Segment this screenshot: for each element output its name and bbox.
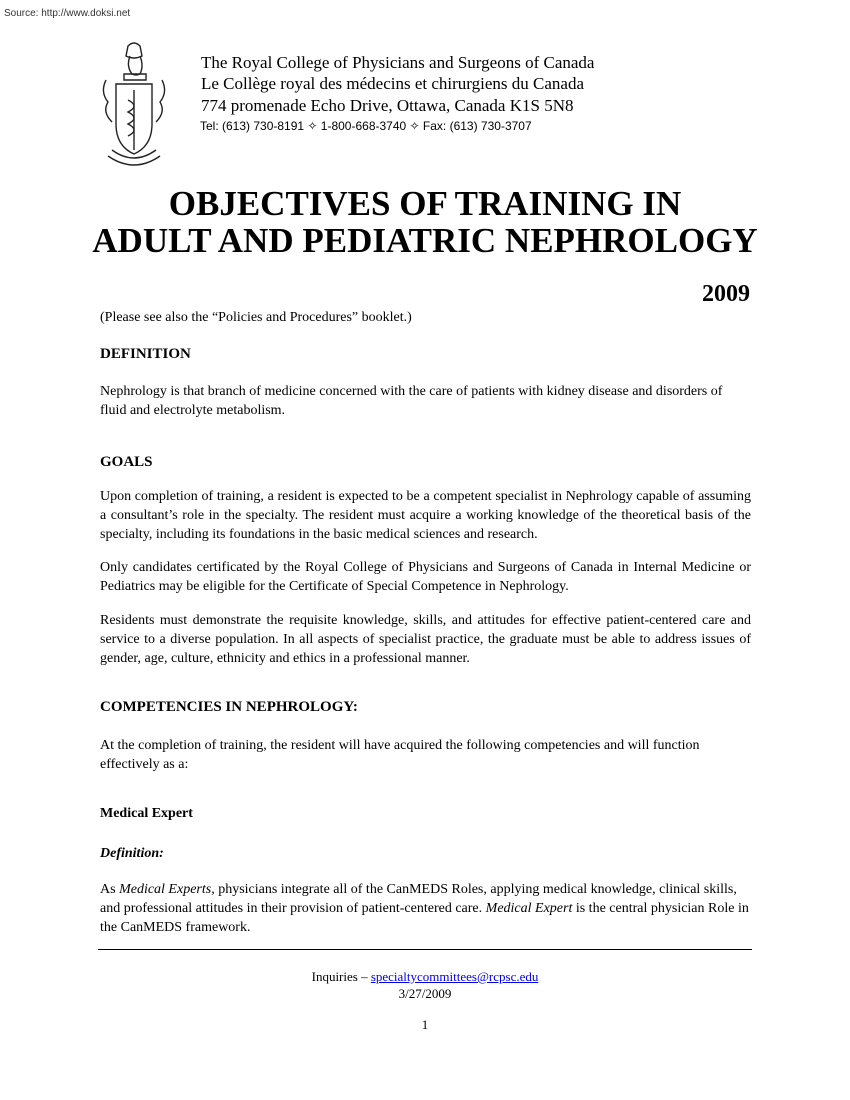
footer-divider	[98, 949, 752, 950]
org-name-english: The Royal College of Physicians and Surgeons of Canada	[201, 53, 595, 72]
footer-date: 3/27/2009	[398, 986, 452, 1001]
medical-expert-heading: Medical Expert	[100, 806, 193, 821]
definition-heading: DEFINITION	[100, 346, 191, 362]
document-year: 2009	[702, 281, 750, 307]
goals-paragraph-3: Residents must demonstrate the requisite knowledge, skills, and attitudes for effective patient-centered care and service to a diverse population. In all aspects of specialist practice, the graduate must be able to address issues of gender, age, culture, ethnicity and ethics in a professional manner.	[100, 613, 751, 666]
document-title-line2: ADULT AND PEDIATRIC NEPHROLOGY	[92, 221, 758, 260]
medical-expert-definition: As Medical Experts, physicians integrate all of the CanMEDS Roles, applying medical knowledge, clinical skills, and professional attitudes in their provision of patient-centered care. Medical Expert is the central physician Role in the CanMEDS framework.	[100, 882, 749, 935]
goals-paragraph-2: Only candidates certificated by the Royal College of Physicians and Surgeons of Canada in Internal Medicine or Pediatrics may be eligible for the Certificate of Special Competence in Nephrology.	[100, 560, 751, 594]
email-link[interactable]: specialtycommittees@rcpsc.edu	[370, 969, 539, 984]
footer-inquiries: Inquiries – specialtycommittees@rcpsc.edu	[311, 969, 539, 984]
competencies-heading: COMPETENCIES IN NEPHROLOGY:	[100, 699, 358, 715]
source-line: Source: http://www.doksi.net	[4, 8, 131, 19]
role-name-emphasis: Medical Experts	[119, 882, 212, 897]
coat-of-arms-icon	[98, 40, 170, 168]
role-name-emphasis: Medical Expert	[485, 901, 573, 916]
goals-paragraph-1: Upon completion of training, a resident is expected to be a competent specialist in Nephrology capable of assuming a consultant’s role in the specialty. The resident must acquire a working knowledge of the theoretical basis of the specialty, including its foundations in the basic medical sciences and research.	[100, 489, 751, 542]
goals-heading: GOALS	[100, 454, 153, 470]
definition-label: Definition:	[100, 846, 164, 861]
page-number: 1	[421, 1017, 429, 1032]
org-contact: Tel: (613) 730-8191 ✧ 1-800-668-3740 ✧ Fax: (613) 730-3707	[200, 119, 532, 133]
competencies-intro: At the completion of training, the resident will have acquired the following competencies and will function effectively as a:	[100, 738, 700, 772]
document-title-line1: OBJECTIVES OF TRAINING IN	[168, 184, 682, 223]
org-address: 774 promenade Echo Drive, Ottawa, Canada K1S 5N8	[201, 96, 574, 115]
policies-note: (Please see also the “Policies and Procedures” booklet.)	[100, 310, 412, 325]
definition-text: Nephrology is that branch of medicine concerned with the care of patients with kidney disease and disorders of fluid and electrolyte metabolism.	[100, 384, 723, 418]
org-name-french: Le Collège royal des médecins et chirurgiens du Canada	[201, 74, 585, 93]
